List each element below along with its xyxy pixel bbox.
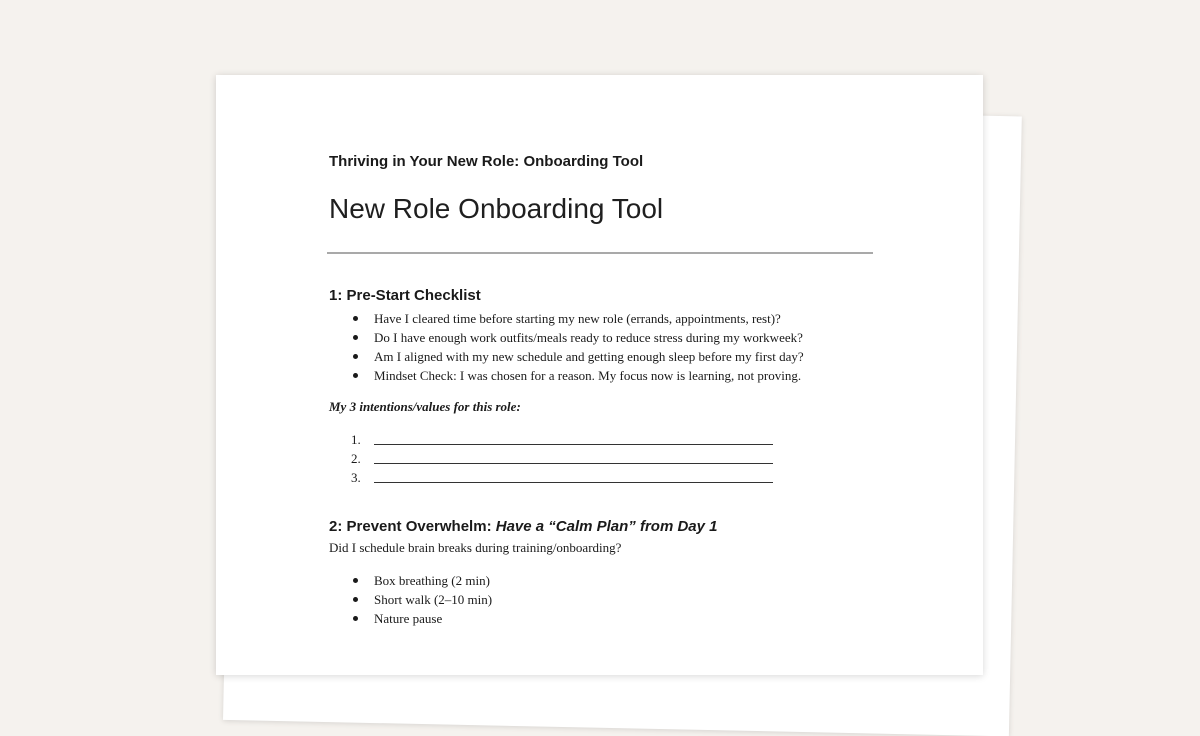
intentions-label: My 3 intentions/values for this role: xyxy=(329,399,521,414)
intention-number: 3. xyxy=(351,470,361,485)
title-divider xyxy=(327,252,873,254)
checklist-item xyxy=(329,328,804,347)
bullet-icon xyxy=(353,354,358,359)
checklist-item-text: Have I cleared time before starting my new role (errands, appointments, rest)? xyxy=(374,311,781,326)
brain-breaks-question: Did I schedule brain breaks during training/onboarding? xyxy=(329,540,622,555)
intention-blank-line[interactable] xyxy=(374,449,773,464)
document-kicker: Thriving in Your New Role: Onboarding Tool xyxy=(329,153,644,170)
calm-plan-item-text: Nature pause xyxy=(374,611,443,626)
checklist-item xyxy=(329,347,804,366)
intention-blank-line[interactable] xyxy=(374,430,773,445)
section-1-heading: 1: Pre-Start Checklist xyxy=(329,287,481,304)
bullet-icon xyxy=(353,616,358,621)
calm-plan-item-text: Box breathing (2 min) xyxy=(374,573,490,588)
section-2-heading-italic: Have a “Calm Plan” from Day 1 xyxy=(495,518,718,535)
bullet-icon xyxy=(353,373,358,378)
checklist-item-text: Am I aligned with my new schedule and getting enough sleep before my first day? xyxy=(374,349,804,364)
calm-plan-list xyxy=(329,571,492,628)
calm-plan-item-text: Short walk (2–10 min) xyxy=(374,592,493,607)
calm-plan-item xyxy=(329,590,492,609)
calm-plan-item xyxy=(329,571,492,590)
intention-number: 2. xyxy=(351,451,361,466)
intention-blank-line[interactable] xyxy=(374,468,773,483)
calm-plan-item xyxy=(329,609,492,628)
section-2-heading-main: 2: Prevent Overwhelm: xyxy=(329,518,496,535)
checklist-item-text: Mindset Check: I was chosen for a reason. My focus now is learning, not proving. xyxy=(374,368,802,383)
pre-start-checklist xyxy=(329,309,804,385)
bullet-icon xyxy=(353,597,358,602)
intention-number: 1. xyxy=(351,432,361,447)
checklist-item xyxy=(329,366,804,385)
document-page xyxy=(216,75,983,675)
checklist-item-text: Do I have enough work outfits/meals ready to reduce stress during my workweek? xyxy=(374,330,803,345)
bullet-icon xyxy=(353,316,358,321)
section-2-heading xyxy=(329,518,718,535)
bullet-icon xyxy=(353,335,358,340)
checklist-item xyxy=(329,309,804,328)
document-title: New Role Onboarding Tool xyxy=(329,193,664,224)
bullet-icon xyxy=(353,578,358,583)
